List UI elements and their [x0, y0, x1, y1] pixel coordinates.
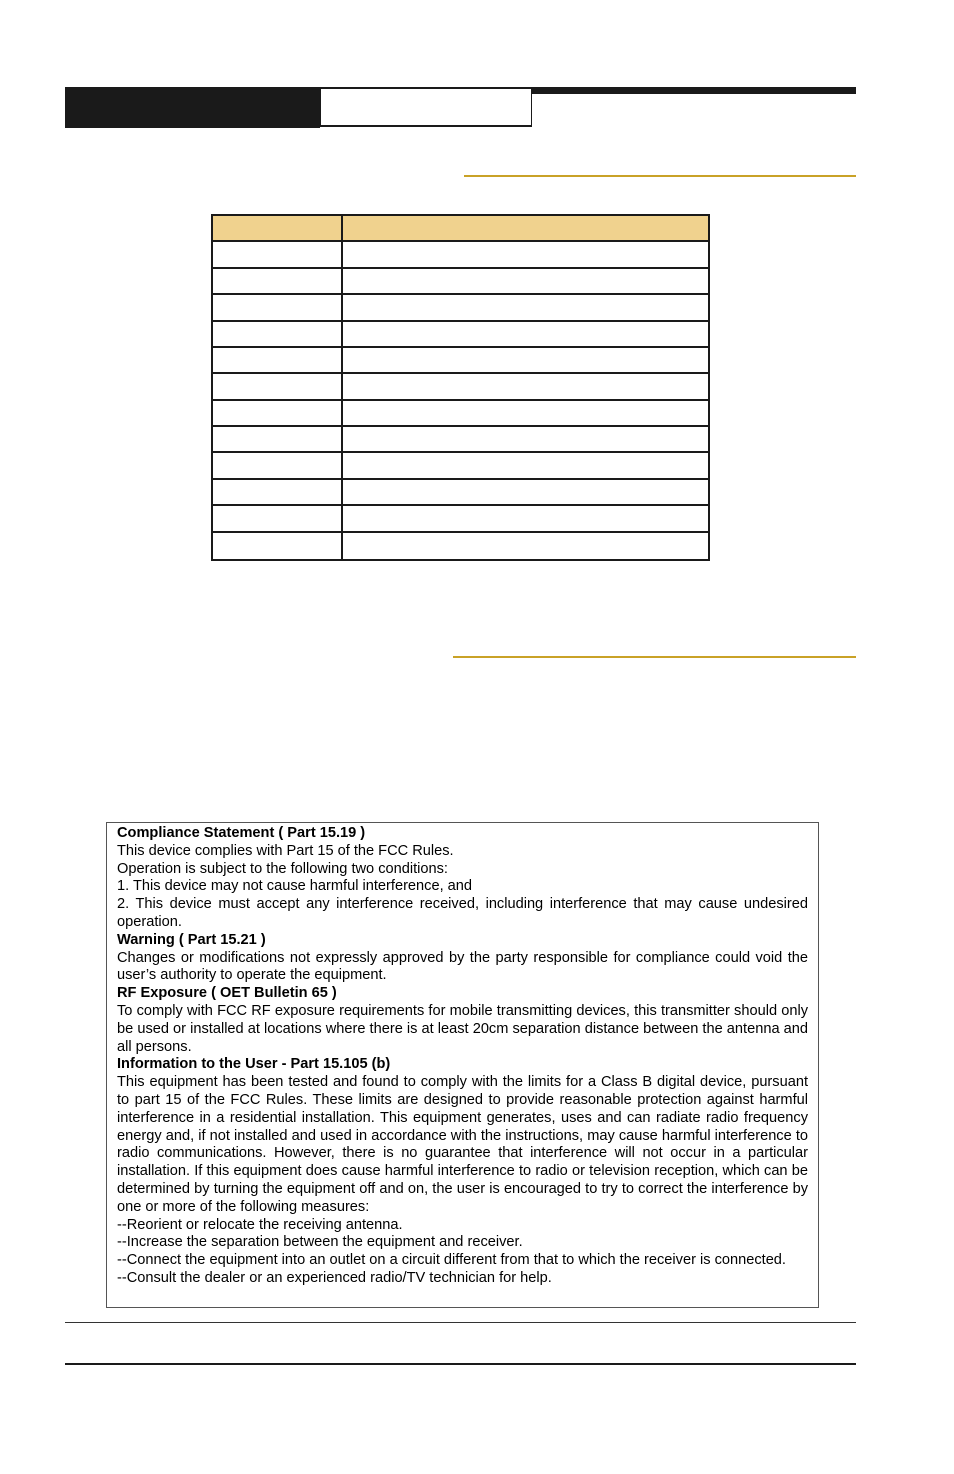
- compliance-heading: RF Exposure ( OET Bulletin 65 ): [117, 985, 337, 1002]
- compliance-paragraph: Operation is subject to the following two conditions:: [117, 860, 448, 877]
- fcc-compliance-box: [106, 822, 819, 1308]
- table-row: [213, 242, 708, 268]
- header-rule: [532, 87, 856, 94]
- compliance-paragraph: --Increase the separation between the equipment and receiver.: [117, 1234, 523, 1251]
- table-row: [213, 506, 708, 532]
- compliance-paragraph: This equipment has been tested and found to comply with the limits for a Class B digital device, pursuant to part 15 of the FCC Rules. These limits are designed to provide reasonable protection against harmful interference in a residential installation. This equipment generates, uses and can radiate radio frequency energy and, if not installed and used in accordance with the instructions, may cause harmful interference to radio communications. However, there is no guarantee that interference will not occur in a particular installation. If this equipment does cause harmful interference to radio or television reception, which can be determined by turning the equipment off and on, the user is encouraged to try to correct the interference by one or more of the following measures:: [117, 1074, 808, 1215]
- table-row: [213, 348, 708, 374]
- spec-table: [211, 214, 710, 561]
- compliance-paragraph: To comply with FCC RF exposure requirements for mobile transmitting devices, this transmitter should only be used or installed at locations where there is at least 20cm separation distance between the antenna and all persons.: [117, 1002, 808, 1055]
- compliance-paragraph: 2. This device must accept any interference received, including interference that may cause undesired operation.: [117, 896, 808, 930]
- compliance-heading: Information to the User - Part 15.105 (b): [117, 1056, 391, 1073]
- footer-rule-bottom: [65, 1363, 856, 1365]
- table-row: [213, 401, 708, 427]
- table-row: [213, 533, 708, 559]
- compliance-paragraph: 1. This device may not cause harmful interference, and: [117, 878, 473, 895]
- header-white-tab: [319, 87, 532, 127]
- section-rule-2: [453, 656, 856, 658]
- header-black-tab: [65, 87, 320, 128]
- section-rule-1: [464, 175, 856, 177]
- table-row: [213, 374, 708, 400]
- compliance-paragraph: Changes or modifications not expressly approved by the party responsible for compliance could void the user’s authority to operate the equipment.: [117, 949, 808, 984]
- compliance-paragraph: --Consult the dealer or an experienced radio/TV technician for help.: [117, 1269, 552, 1286]
- table-row: [213, 453, 708, 479]
- table-row: [213, 295, 708, 321]
- compliance-heading: Compliance Statement ( Part 15.19 ): [117, 825, 366, 841]
- compliance-heading: Warning ( Part 15.21 ): [117, 931, 266, 948]
- table-row: [213, 480, 708, 506]
- table-header-row: [213, 216, 708, 242]
- footer-rule-top: [65, 1322, 856, 1323]
- compliance-paragraph: This device complies with Part 15 of the FCC Rules.: [117, 842, 454, 859]
- compliance-paragraph: --Connect the equipment into an outlet on a circuit different from that to which the receiver is connected.: [117, 1252, 786, 1269]
- compliance-paragraph: --Reorient or relocate the receiving antenna.: [117, 1216, 403, 1233]
- table-row: [213, 322, 708, 348]
- table-row: [213, 269, 708, 295]
- table-column-divider: [341, 216, 343, 559]
- table-row: [213, 427, 708, 453]
